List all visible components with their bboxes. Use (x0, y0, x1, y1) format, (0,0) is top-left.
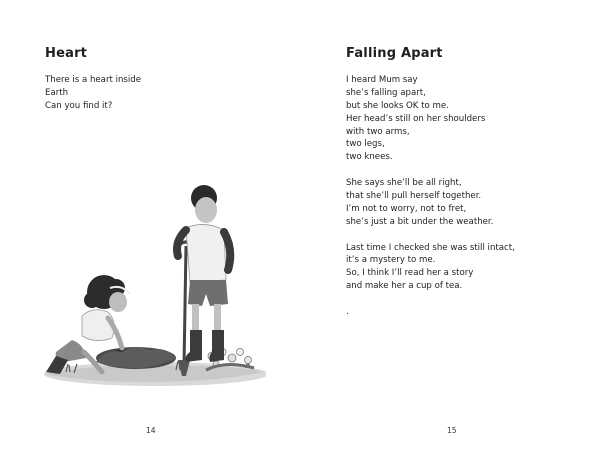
poem-line: Can you find it? (45, 100, 113, 111)
poem-line: I’m not to worry, not to fret, (346, 203, 467, 214)
poem-line: . (346, 307, 349, 318)
poem-line: two legs, (346, 139, 385, 150)
poem-line: Last time I checked she was still intact, (346, 242, 515, 253)
poem-line: and make her a cup of tea. (346, 281, 463, 292)
poem-body-falling-apart (346, 74, 515, 319)
poem-line: Earth (45, 87, 69, 98)
poem-line: she’s falling apart, (346, 87, 426, 98)
poem-line: So, I think I’ll read her a story (346, 268, 474, 279)
poem-title-falling-apart: Falling Apart (346, 46, 443, 61)
poem-line: She says she’ll be all right, (346, 178, 462, 189)
children-digging-illustration (26, 176, 266, 392)
poem-body-heart (45, 74, 141, 113)
page-number: 15 (447, 426, 457, 435)
stanza-break (346, 229, 515, 242)
poem-line: Her head’s still on her shoulders (346, 113, 486, 124)
poem-line: but she looks OK to me. (346, 100, 449, 111)
poem-title-heart: Heart (45, 46, 88, 61)
stanza-break (346, 293, 515, 306)
page-number: 14 (146, 426, 156, 435)
right-page (300, 0, 600, 460)
poem-line: There is a heart inside (45, 75, 142, 85)
stanza-break (346, 164, 515, 177)
poem-line: she’s just a bit under the weather. (346, 216, 494, 227)
poem-line: it’s a mystery to me. (346, 255, 436, 266)
poem-line: that she’ll pull herself together. (346, 191, 482, 202)
poem-line: two knees. (346, 152, 393, 163)
poem-line: with two arms, (346, 126, 410, 137)
poem-line: I heard Mum say (346, 75, 418, 85)
